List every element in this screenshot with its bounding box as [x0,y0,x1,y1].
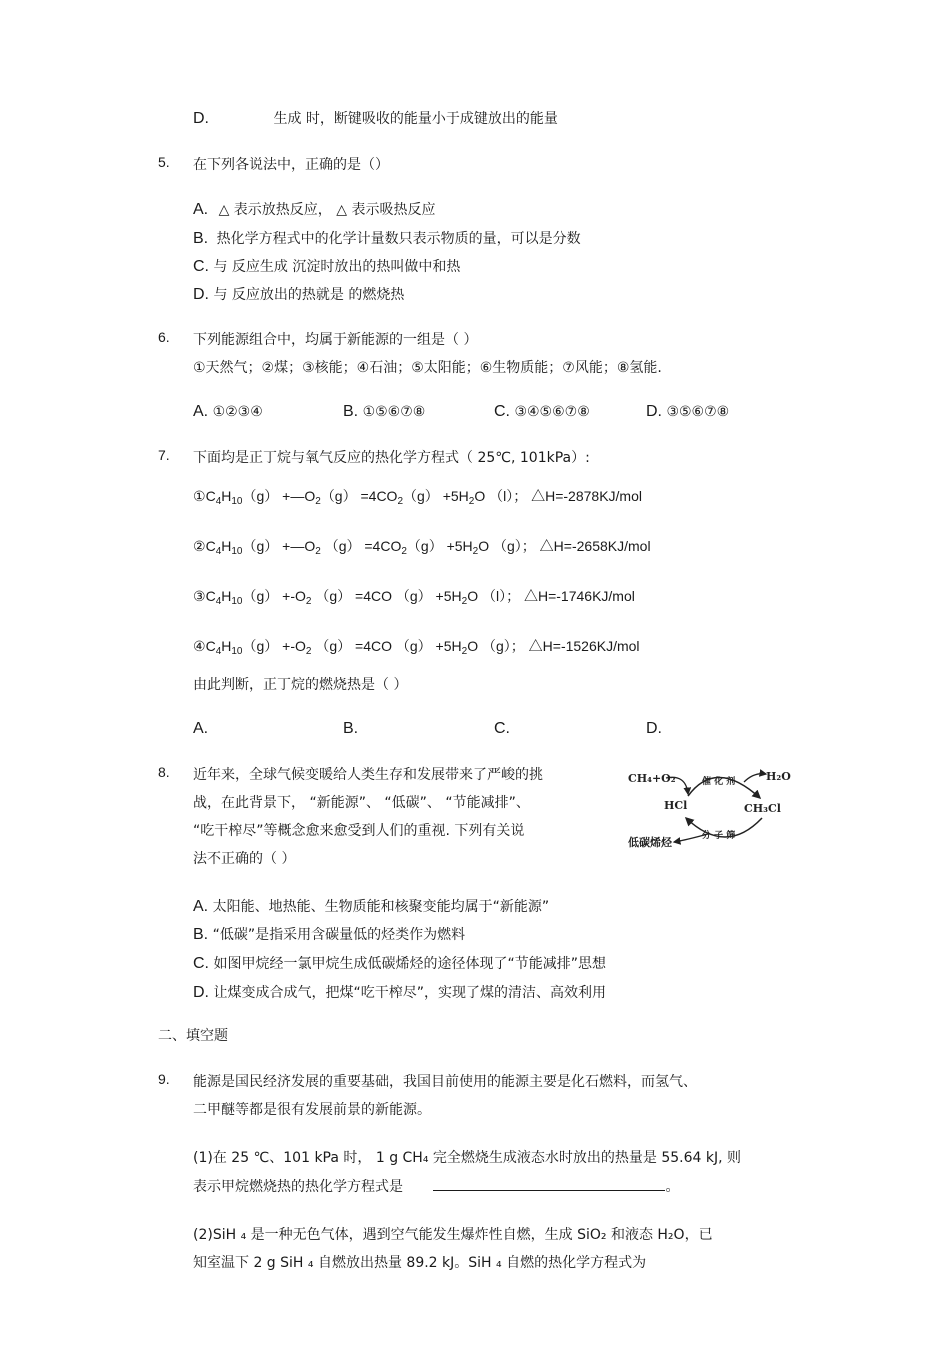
question-line: 战，在此背景下， “新能源”、 “低碳”、 “节能减排”、 [193,795,530,811]
option-text: ③④⑤⑥⑦⑧ [514,404,590,420]
option-letter: D. [646,403,662,420]
option-letter: D. [193,286,209,303]
q8-option-b [193,924,465,944]
option-letter: C. [193,258,209,275]
diagram-catalyst: 催 化 剂 [702,777,736,787]
option-letter: A. [193,898,209,915]
q6-option-b [343,403,425,421]
q5-option-c [193,256,460,276]
question-line: 法不正确的（ ） [193,851,296,867]
option-letter: D. [193,984,209,1001]
q6-option-d [646,403,729,421]
diagram-water: H₂O [766,770,791,783]
question-line: “吃干榨尽”等概念愈来愈受到人们的重视. 下列有关说 [193,823,525,839]
q7-option-c: C. [494,720,510,737]
q8-option-d [193,982,606,1002]
question-line: 二甲醚等都是很有发展前景的新能源。 [193,1102,431,1118]
option-text: “低碳”是指采用含碳量低的烃类作为燃料 [212,927,466,943]
option-text: △ 表示放热反应， △ 表示吸热反应 [218,202,436,218]
section-title: 二、填空题 [158,1028,228,1044]
q4-option-d [193,108,558,128]
diagram-sieve: 分 子 筛 [702,831,736,841]
option-letter: C. [494,403,510,420]
question-stem: 在下列各说法中，正确的是（） [193,157,389,173]
q8-option-a [193,896,549,916]
answer-blank[interactable] [433,1178,665,1191]
option-text: ①②③④ [212,404,263,420]
question-text: 表示甲烷燃烧热的热化学方程式是 [193,1179,403,1195]
option-text: 与 反应生成 沉淀时放出的热叫做中和热 [213,259,461,275]
option-text: 与 反应放出的热就是 的燃烧热 [213,287,405,303]
reaction-cycle-diagram [626,760,794,852]
q7-option-b: B. [343,720,359,737]
option-text: ①⑤⑥⑦⑧ [362,404,426,420]
question-line: (1)在 25 ℃、101 kPa 时， 1 g CH₄ 完全燃烧生成液态水时放出的热量是 55.64 kJ, 则 [193,1150,742,1166]
option-text: 让煤变成合成气，把煤“吃干榨尽”，实现了煤的清洁、高效利用 [213,985,606,1001]
question-line: 近年来，全球气候变暖给人类生存和发展带来了严峻的挑 [193,767,543,783]
question-line: ①天然气；②煤；③核能；④石油；⑤太阳能；⑥生物质能；⑦风能；⑧氢能. [193,360,662,376]
q8-option-c [193,953,606,973]
equation-4: $④C_4H_{10}(g) +-O_2$ （g） =4CO $(g) +5H_2O$ （g）； △H=-1526KJ/mol [193,638,640,657]
option-text: 热化学方程式中的化学计量数只表示物质的量，可以是分数 [216,231,581,247]
q7-option-d: D. [646,720,662,737]
option-letter: B. [193,926,209,943]
question-line [193,1176,679,1196]
equation-3: $③C_4H_{10}(g) +-O_2$ （g） =4CO $(g) +5H_2O$ （l）； △H=-1746KJ/mol [193,588,635,607]
option-letter: A. [193,403,209,420]
option-letter: C. [193,955,209,972]
sentence-end: 。 [665,1179,680,1195]
diagram-ch3cl: CH₃Cl [744,802,781,815]
question-number: 6. [158,329,170,345]
question-line: (2)SiH ₄ 是一种无色气体，遇到空气能发生爆炸性自燃，生成 SiO₂ 和液态 H₂O，已 [193,1227,713,1243]
question-number: 5. [158,154,170,170]
option-text: 如图甲烷经一氯甲烷生成低碳烯烃的途径体现了“节能减排”思想 [213,956,606,972]
equation-2: $②C_4H_{10}(g)$ $+—O_2$ $(g) =4CO_2(g) +5H_2O$ （g）； △H=-2658KJ/mol [193,538,651,557]
question-number: 8. [158,764,170,780]
diagram-reactants: CH₄+O₂ [628,772,676,785]
question-number: 7. [158,447,170,463]
question-line: 知室温下 2 g SiH ₄ 自燃放出热量 89.2 kJ。SiH ₄ 自燃的热化学方程式为 [193,1255,647,1271]
option-letter: D. [193,110,209,127]
question-line: 由此判断，正丁烷的燃烧热是（ ） [193,677,408,693]
option-text: 太阳能、地热能、生物质能和核聚变能均属于“新能源” [212,899,550,915]
arrow-water [744,774,766,782]
diagram-olefin: 低碳烯烃 [628,836,672,849]
option-letter: A. [193,201,209,218]
option-text: 生成 时，断键吸收的能量小于成键放出的能量 [273,111,558,127]
q6-option-c [494,403,590,421]
diagram-hcl: HCl [664,799,688,812]
q5-option-a [193,199,435,219]
equation-1: $①C_4H_{10}(g)$ $+—O_2(g) =4CO_2(g) +5H_2O$ （l）； △H=-2878KJ/mol [193,488,642,507]
q5-option-b [193,228,581,248]
option-letter: B. [343,403,359,420]
q5-option-d [193,284,404,304]
question-line: 能源是国民经济发展的重要基础，我国目前使用的能源主要是化石燃料，而氢气、 [193,1074,697,1090]
q7-option-a: A. [193,720,209,737]
question-number: 9. [158,1071,170,1087]
q6-option-a [193,403,263,421]
option-letter: B. [193,230,209,247]
question-stem: 下面均是正丁烷与氧气反应的热化学方程式（ 25℃, 101kPa）: [193,450,590,466]
option-text: ③⑤⑥⑦⑧ [666,404,730,420]
question-stem: 下列能源组合中，均属于新能源的一组是（ ） [193,332,478,348]
